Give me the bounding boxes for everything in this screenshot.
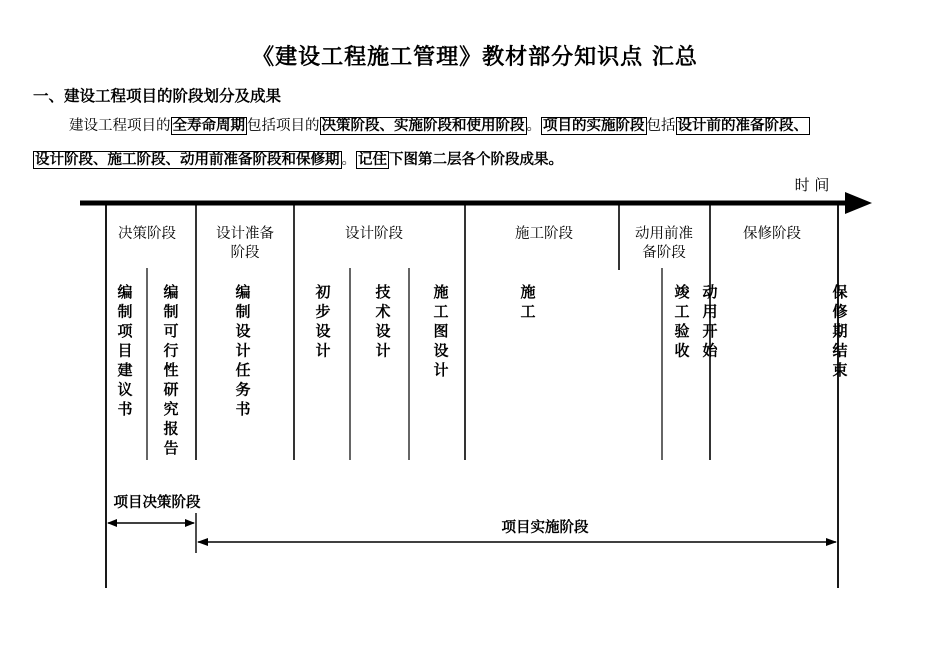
output-char: 究 <box>163 400 179 418</box>
output-char: 用 <box>702 302 718 321</box>
output-char: 设 <box>235 322 251 340</box>
text: 包括项目的 <box>247 118 320 134</box>
output-item <box>163 283 178 457</box>
time-label: 时 间 <box>794 176 830 194</box>
decision-arrow-left <box>107 519 117 527</box>
output-char: 报 <box>163 419 179 438</box>
output-char: 设 <box>315 322 331 340</box>
output-char: 制 <box>163 302 179 321</box>
output-item <box>674 283 690 360</box>
phase-label: 设计阶段 <box>345 226 403 242</box>
output-char: 竣 <box>674 283 690 301</box>
output-char: 结 <box>832 341 848 360</box>
output-item <box>374 283 390 360</box>
output-char: 务 <box>235 380 251 399</box>
output-char: 任 <box>235 361 251 379</box>
output-char: 工 <box>433 302 449 321</box>
time-arrowhead <box>845 192 872 214</box>
output-char: 施 <box>433 283 449 301</box>
decision-phase-label: 项目决策阶段 <box>113 495 201 511</box>
output-char: 初 <box>315 283 331 301</box>
output-char: 编 <box>163 283 179 301</box>
boxed-term: 项目的实施阶段 <box>543 118 645 134</box>
output-char: 可 <box>163 322 179 340</box>
output-char: 性 <box>163 361 179 379</box>
boxed-term: 设计前的准备阶段、 <box>677 118 808 134</box>
text: 下图第二层各个阶段成果。 <box>389 152 563 168</box>
output-char: 工 <box>674 302 690 321</box>
phase-label-line2: 备阶段 <box>642 245 686 261</box>
output-char: 制 <box>235 302 251 321</box>
phase-label: 动用前准 <box>635 226 693 242</box>
implementation-arrow-left <box>197 538 208 546</box>
output-char: 制 <box>117 302 133 321</box>
phase-label: 设计准备 <box>216 226 274 242</box>
output-char: 工 <box>520 302 536 321</box>
implementation-arrow-right <box>826 538 837 546</box>
output-char: 设 <box>433 341 449 360</box>
output-char: 编 <box>235 283 251 301</box>
boxed-term: 全寿命周期 <box>172 118 245 134</box>
output-char: 图 <box>433 322 449 340</box>
text: 建设工程项目的 <box>69 118 171 134</box>
output-char: 项 <box>117 322 133 340</box>
phase-label: 决策阶段 <box>118 226 176 242</box>
output-char: 修 <box>832 302 848 321</box>
page-title: 《建设工程施工管理》教材部分知识点 汇总 <box>252 45 698 70</box>
output-char: 建 <box>117 361 133 379</box>
output-char: 施 <box>520 283 536 301</box>
output-item <box>433 283 448 379</box>
text: 。 <box>341 152 356 168</box>
output-char: 期 <box>832 322 848 340</box>
implementation-phase-label: 项目实施阶段 <box>501 520 589 536</box>
output-char: 开 <box>702 322 718 340</box>
output-char: 议 <box>117 380 133 399</box>
output-char: 计 <box>235 341 251 360</box>
output-char: 计 <box>375 341 391 360</box>
output-item <box>117 283 133 418</box>
output-char: 步 <box>315 302 331 321</box>
output-char: 保 <box>832 283 848 301</box>
text: 。 <box>526 118 541 134</box>
boxed-term: 设计阶段、施工阶段、动用前准备阶段和保修期 <box>35 152 340 168</box>
output-char: 编 <box>117 283 133 301</box>
boxed-term: 决策阶段、实施阶段和使用阶段 <box>321 118 525 134</box>
phase-label-line2: 阶段 <box>230 245 260 261</box>
output-char: 行 <box>163 341 179 360</box>
output-char: 术 <box>375 302 391 321</box>
boxed-term: 记住 <box>358 152 387 168</box>
output-char: 束 <box>832 361 848 379</box>
output-char: 动 <box>702 283 718 301</box>
output-char: 告 <box>163 439 179 457</box>
phase-label: 保修阶段 <box>743 226 801 242</box>
output-item <box>314 283 330 360</box>
output-char: 书 <box>117 400 133 418</box>
output-item <box>235 283 250 418</box>
output-char: 始 <box>702 341 718 360</box>
output-char: 书 <box>235 400 251 418</box>
output-item <box>520 283 535 321</box>
output-char: 技 <box>375 283 391 301</box>
output-char: 计 <box>433 361 449 379</box>
output-char: 验 <box>674 322 690 340</box>
output-char: 研 <box>163 380 179 399</box>
section-heading: 一、建设工程项目的阶段划分及成果 <box>33 87 282 105</box>
output-item <box>832 283 847 379</box>
text: 包括 <box>646 118 676 134</box>
output-char: 目 <box>117 341 133 360</box>
output-char: 收 <box>674 341 690 360</box>
phase-label: 施工阶段 <box>515 226 573 242</box>
output-item <box>702 283 718 360</box>
output-char: 计 <box>315 341 331 360</box>
output-char: 设 <box>375 322 391 340</box>
